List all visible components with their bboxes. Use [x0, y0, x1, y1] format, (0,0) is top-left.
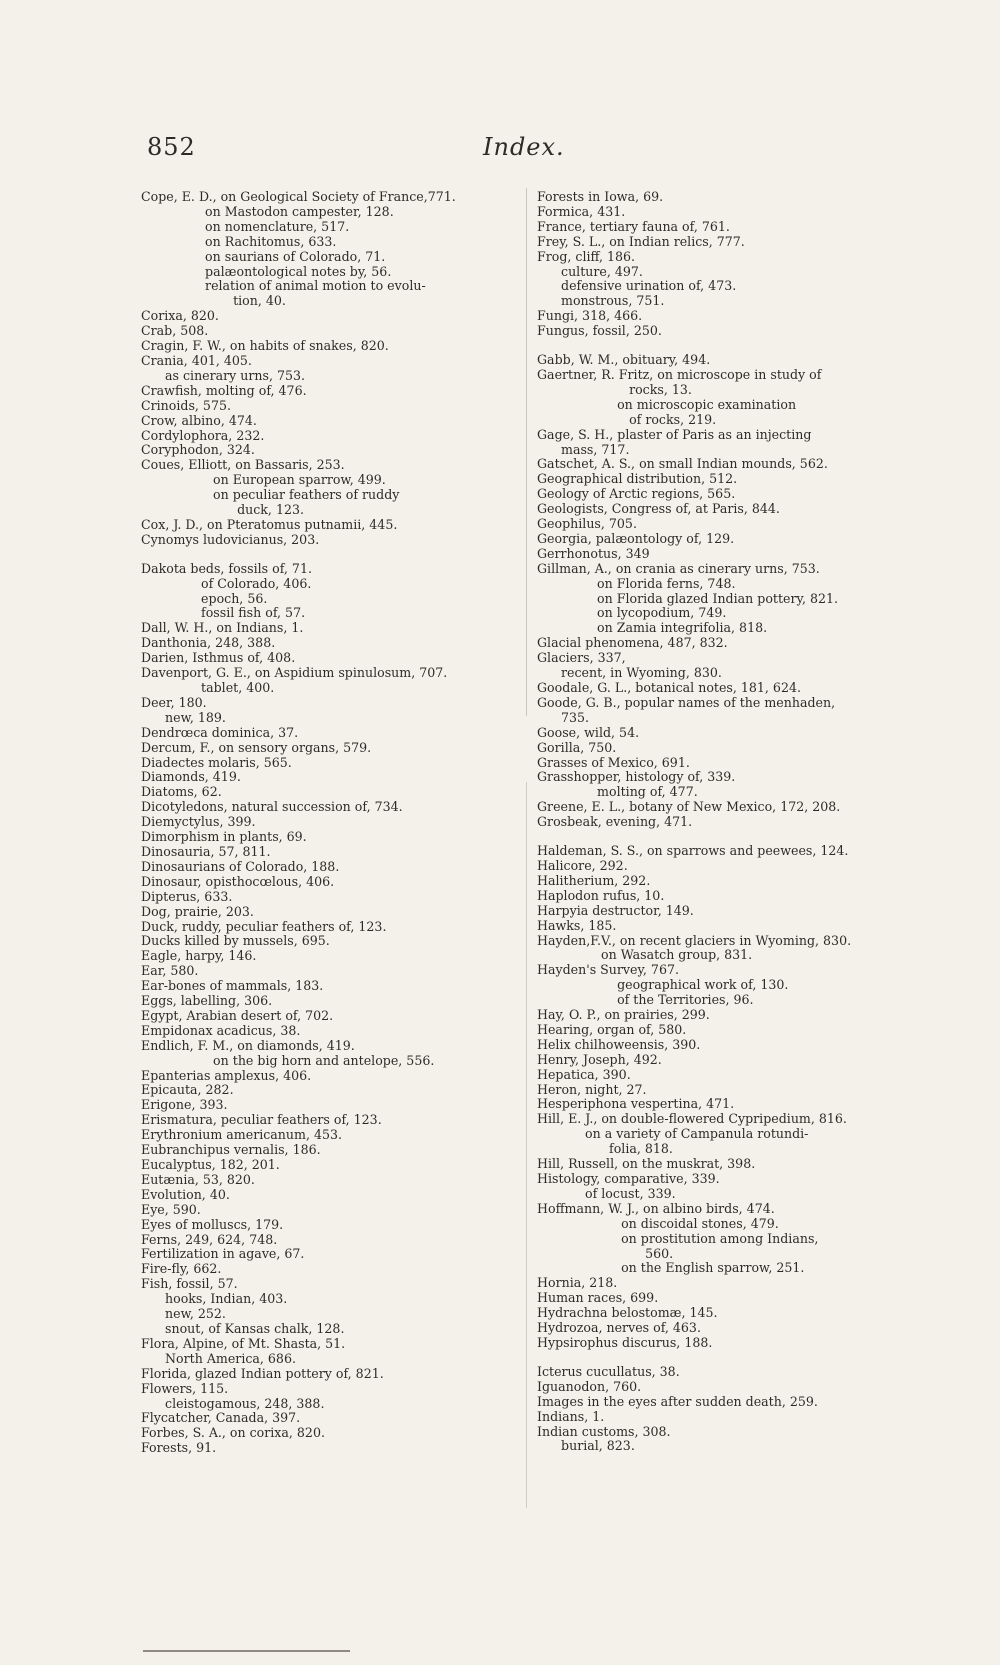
index-entry: Frey, S. L., on Indian relics, 777.: [537, 233, 745, 249]
page-number: 852: [147, 133, 196, 161]
index-entry: on Florida glazed Indian pottery, 821.: [537, 590, 838, 606]
index-entry: Dakota beds, fossils of, 71.: [141, 560, 312, 576]
page-title: Index.: [483, 133, 565, 161]
index-entry: Goode, G. B., popular names of the menhaden,: [537, 694, 836, 710]
index-entry: Harpyia destructor, 149.: [537, 902, 694, 918]
index-entry: Ducks killed by mussels, 695.: [141, 933, 330, 949]
index-column-left: [141, 190, 513, 1456]
index-entry: of locust, 339.: [537, 1185, 676, 1201]
index-entry: Eyes of molluscs, 179.: [141, 1216, 284, 1232]
index-entry: Duck, ruddy, peculiar feathers of, 123.: [141, 918, 387, 934]
index-entry: Fish, fossil, 57.: [141, 1276, 238, 1292]
index-entry: Formica, 431.: [537, 203, 626, 219]
index-entry: mass, 717.: [537, 441, 630, 457]
index-entry: on microscopic examination: [537, 396, 797, 412]
index-entry: Geology of Arctic regions, 565.: [537, 486, 736, 502]
index-entry: Hydrozoa, nerves of, 463.: [537, 1320, 701, 1336]
index-entry: Egypt, Arabian desert of, 702.: [141, 1007, 334, 1023]
index-entry: Darien, Isthmus of, 408.: [141, 650, 296, 666]
index-entry: on a variety of Campanula rotundi-: [537, 1126, 809, 1142]
index-entry: on discoidal stones, 479.: [537, 1215, 779, 1231]
index-entry: Forests in Iowa, 69.: [537, 189, 664, 204]
index-entry: Henry, Joseph, 492.: [537, 1051, 662, 1067]
index-entry: Dendrœca dominica, 37.: [141, 724, 299, 740]
section-gap: [537, 1351, 907, 1365]
index-entry: tion, 40.: [141, 293, 286, 309]
index-entry: Corixa, 820.: [141, 308, 219, 324]
index-entry: new, 189.: [141, 709, 226, 725]
index-entry: geographical work of, 130.: [537, 977, 789, 993]
index-entry: Hearing, organ of, 580.: [537, 1021, 687, 1037]
index-entry: Florida, glazed Indian pottery of, 821.: [141, 1365, 384, 1381]
index-entry: Icterus cucullatus, 38.: [537, 1363, 680, 1379]
index-entry: Dipterus, 633.: [141, 888, 233, 904]
index-entry: Hesperiphona vespertina, 471.: [537, 1096, 735, 1112]
index-entry: Indian customs, 308.: [537, 1423, 671, 1439]
index-entry: Crania, 401, 405.: [141, 352, 252, 368]
index-entry: as cinerary urns, 753.: [141, 367, 306, 383]
index-entry: Hydrachna belostomæ, 145.: [537, 1305, 718, 1321]
index-entry: Indians, 1.: [537, 1408, 605, 1424]
index-column-right: [537, 190, 907, 1454]
index-entry: Heron, night, 27.: [537, 1081, 647, 1097]
index-entry: Dinosaurians of Colorado, 188.: [141, 858, 340, 874]
index-entry: Crow, albino, 474.: [141, 412, 257, 428]
index-entry: Danthonia, 248, 388.: [141, 635, 276, 651]
index-entry: on Florida ferns, 748.: [537, 575, 736, 591]
index-entry: cleistogamous, 248, 388.: [141, 1395, 325, 1411]
section-gap: [537, 830, 907, 844]
index-entry: on Zamia integrifolia, 818.: [537, 620, 768, 636]
index-entry: palæontological notes by, 56.: [141, 263, 392, 279]
index-entry: Geophilus, 705.: [537, 516, 637, 532]
index-entry: of the Territories, 96.: [537, 992, 754, 1008]
index-entry: Hawks, 185.: [537, 917, 617, 933]
index-entry: Epicauta, 282.: [141, 1082, 234, 1098]
index-entry: Hoffmann, W. J., on albino birds, 474.: [537, 1200, 775, 1216]
index-entry: Iguanodon, 760.: [537, 1378, 642, 1394]
index-entry: Gaertner, R. Fritz, on microscope in study of: [537, 366, 822, 382]
index-entry: Fungi, 318, 466.: [537, 308, 643, 324]
index-entry: rocks, 13.: [537, 381, 692, 397]
index-entry: on Wasatch group, 831.: [537, 947, 753, 963]
index-entry: Eye, 590.: [141, 1201, 201, 1217]
index-entry: on peculiar feathers of ruddy: [141, 487, 400, 503]
index-entry: Hayden,F.V., on recent glaciers in Wyoming, 830.: [537, 932, 852, 948]
index-entry: Haldeman, S. S., on sparrows and peewees, 124.: [537, 843, 849, 859]
index-entry: Eagle, harpy, 146.: [141, 948, 257, 964]
index-entry: Grosbeak, evening, 471.: [537, 814, 693, 830]
index-entry: on the English sparrow, 251.: [537, 1260, 805, 1276]
index-entry: 560.: [537, 1245, 674, 1261]
bottom-rule: [143, 1650, 350, 1652]
index-entry: on prostitution among Indians,: [537, 1230, 819, 1246]
index-entry: Deer, 180.: [141, 694, 207, 710]
index-entry: monstrous, 751.: [537, 293, 665, 309]
index-entry: Ear, 580.: [141, 963, 199, 979]
index-entry: Cope, E. D., on Geological Society of France,771.: [141, 189, 456, 204]
index-entry: Forests, 91.: [141, 1440, 217, 1456]
index-entry: Dicotyledons, natural succession of, 734.: [141, 799, 403, 815]
section-gap: [141, 548, 513, 562]
index-entry: Empidonax acadicus, 38.: [141, 1022, 301, 1038]
index-entry: of Colorado, 406.: [141, 575, 312, 591]
index-entry: Eubranchipus vernalis, 186.: [141, 1142, 321, 1158]
index-entry: of rocks, 219.: [537, 411, 717, 427]
index-entry: burial, 823.: [537, 1438, 635, 1454]
index-entry: Hornia, 218.: [537, 1275, 618, 1291]
index-entry: fossil fish of, 57.: [141, 605, 306, 621]
index-entry: relation of animal motion to evolu-: [141, 278, 426, 294]
index-entry: North America, 686.: [141, 1350, 296, 1366]
index-entry: Flycatcher, Canada, 397.: [141, 1410, 301, 1426]
index-entry: Forbes, S. A., on corixa, 820.: [141, 1425, 325, 1441]
index-entry: Hill, Russell, on the muskrat, 398.: [537, 1156, 756, 1172]
index-entry: Hypsirophus discurus, 188.: [537, 1334, 713, 1350]
index-entry: tablet, 400.: [141, 680, 275, 695]
index-entry: Gerrhonotus, 349: [537, 545, 650, 561]
index-entry: Gillman, A., on crania as cinerary urns, 753.: [537, 560, 820, 576]
index-entry: Dercum, F., on sensory organs, 579.: [141, 739, 372, 755]
index-entry: Glaciers, 337,: [537, 650, 626, 666]
index-entry: Gatschet, A. S., on small Indian mounds, 562.: [537, 456, 828, 472]
index-entry: Helix chilhoweensis, 390.: [537, 1036, 701, 1052]
index-entry: Hill, E. J., on double-flowered Cypripedium, 816.: [537, 1111, 847, 1127]
index-entry: Flowers, 115.: [141, 1380, 229, 1396]
index-entry: duck, 123.: [141, 502, 304, 518]
index-entry: on the big horn and antelope, 556.: [141, 1052, 435, 1068]
index-entry: Geographical distribution, 512.: [537, 471, 738, 487]
index-entry: Eutænia, 53, 820.: [141, 1171, 255, 1187]
index-entry: Fire-fly, 662.: [141, 1261, 222, 1277]
index-entry: Cragin, F. W., on habits of snakes, 820.: [141, 338, 389, 354]
index-entry: on Rachitomus, 633.: [141, 233, 337, 249]
index-entry: Crinoids, 575.: [141, 397, 231, 413]
index-entry: Ferns, 249, 624, 748.: [141, 1231, 278, 1247]
index-entry: Goose, wild, 54.: [537, 724, 640, 740]
index-entry: Haplodon rufus, 10.: [537, 887, 665, 903]
index-entry: Coues, Elliott, on Bassaris, 253.: [141, 457, 345, 473]
index-entry: snout, of Kansas chalk, 128.: [141, 1320, 345, 1336]
index-entry: Dimorphism in plants, 69.: [141, 829, 307, 845]
index-entry: Cynomys ludovicianus, 203.: [141, 531, 320, 547]
index-entry: Hepatica, 390.: [537, 1066, 631, 1082]
index-entry: Erythronium americanum, 453.: [141, 1127, 343, 1143]
index-entry: Epanterias amplexus, 406.: [141, 1067, 312, 1083]
index-entry: Diamonds, 419.: [141, 769, 241, 785]
index-entry: culture, 497.: [537, 263, 643, 279]
index-entry: Cox, J. D., on Pteratomus putnamii, 445.: [141, 516, 398, 532]
index-entry: defensive urination of, 473.: [537, 278, 737, 294]
index-entry: on saurians of Colorado, 71.: [141, 248, 386, 264]
column-divider: [526, 188, 527, 1508]
index-entry: new, 252.: [141, 1306, 226, 1322]
index-entry: Halicore, 292.: [537, 857, 628, 873]
index-entry: Dall, W. H., on Indians, 1.: [141, 620, 304, 636]
index-entry: Hay, O. P., on prairies, 299.: [537, 1007, 710, 1023]
index-entry: Hayden's Survey, 767.: [537, 962, 679, 978]
index-entry: Histology, comparative, 339.: [537, 1171, 720, 1186]
index-entry: Erismatura, peculiar feathers of, 123.: [141, 1112, 382, 1128]
index-entry: Fertilization in agave, 67.: [141, 1246, 305, 1262]
index-entry: Goodale, G. L., botanical notes, 181, 624.: [537, 680, 801, 695]
index-entry: Grasses of Mexico, 691.: [537, 754, 690, 770]
index-entry: Crab, 508.: [141, 323, 209, 339]
index-entry: Gage, S. H., plaster of Paris as an injecting: [537, 426, 812, 442]
index-entry: on Mastodon campester, 128.: [141, 203, 394, 219]
index-entry: Flora, Alpine, of Mt. Shasta, 51.: [141, 1335, 346, 1351]
index-entry: Diatoms, 62.: [141, 784, 222, 800]
index-entry: Endlich, F. M., on diamonds, 419.: [141, 1037, 355, 1053]
index-entry: Dinosaur, opisthocœlous, 406.: [141, 873, 335, 889]
index-entry: recent, in Wyoming, 830.: [537, 665, 722, 681]
index-entry: 735.: [537, 709, 590, 725]
index-entry: Images in the eyes after sudden death, 259.: [537, 1393, 818, 1409]
index-entry: on lycopodium, 749.: [537, 605, 727, 621]
index-entry: Grasshopper, histology of, 339.: [537, 769, 736, 785]
index-entry: Fungus, fossil, 250.: [537, 323, 662, 339]
section-gap: [537, 339, 907, 353]
index-entry: Gorilla, 750.: [537, 739, 617, 755]
index-entry: Frog, cliff, 186.: [537, 248, 636, 264]
index-entry: Ear-bones of mammals, 183.: [141, 978, 324, 994]
index-entry: Crawfish, molting of, 476.: [141, 382, 307, 398]
index-entry: Erigone, 393.: [141, 1097, 228, 1113]
index-entry: Diadectes molaris, 565.: [141, 754, 292, 770]
index-entry: Geologists, Congress of, at Paris, 844.: [537, 501, 780, 517]
index-entry: Glacial phenomena, 487, 832.: [537, 635, 728, 651]
index-entry: epoch, 56.: [141, 590, 268, 606]
index-entry: Greene, E. L., botany of New Mexico, 172, 208.: [537, 799, 841, 815]
index-entry: folia, 818.: [537, 1141, 673, 1157]
index-entry: Dog, prairie, 203.: [141, 903, 254, 919]
index-entry: Eucalyptus, 182, 201.: [141, 1157, 280, 1172]
index-entry: Diemyctylus, 399.: [141, 814, 256, 830]
index-entry: France, tertiary fauna of, 761.: [537, 218, 730, 234]
index-entry: Georgia, palæontology of, 129.: [537, 530, 735, 546]
index-entry: Coryphodon, 324.: [141, 442, 255, 458]
index-entry: molting of, 477.: [537, 784, 698, 800]
index-entry: Halitherium, 292.: [537, 872, 651, 888]
index-entry: Davenport, G. E., on Aspidium spinulosum, 707.: [141, 665, 448, 681]
index-entry: Gabb, W. M., obituary, 494.: [537, 352, 711, 368]
index-entry: Eggs, labelling, 306.: [141, 993, 273, 1009]
index-entry: hooks, Indian, 403.: [141, 1291, 288, 1307]
index-entry: Evolution, 40.: [141, 1186, 230, 1202]
index-entry: Cordylophora, 232.: [141, 427, 265, 443]
index-entry: Dinosauria, 57, 811.: [141, 843, 271, 859]
index-entry: on nomenclature, 517.: [141, 218, 350, 234]
index-entry: on European sparrow, 499.: [141, 472, 386, 488]
index-entry: Human races, 699.: [537, 1290, 659, 1306]
